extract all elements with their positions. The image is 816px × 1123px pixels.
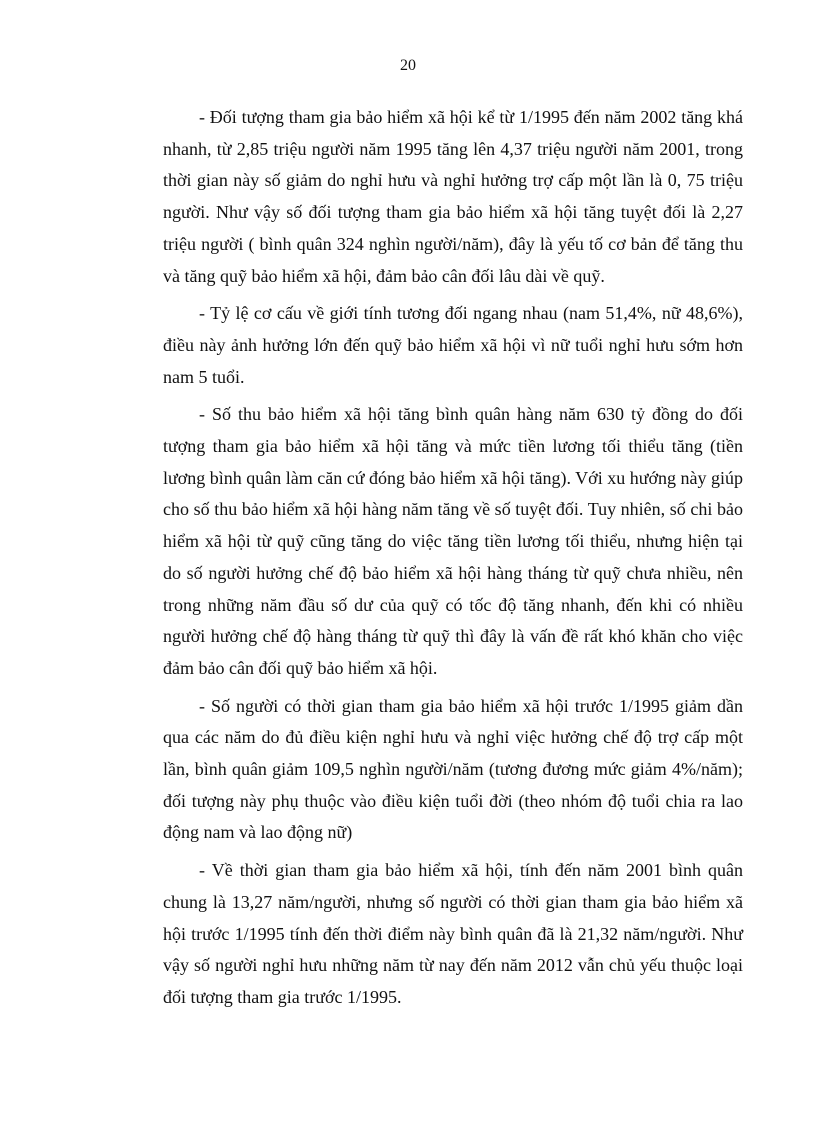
paragraph-pre-1995-decline: - Số người có thời gian tham gia bảo hiểm xã hội trước 1/1995 giảm dần qua các năm do đủ điều kiện nghỉ hưu và nghỉ việc hưởng chế độ trợ cấp một lần, bình quân giảm 109,5 nghìn người/năm (tương đương mức giảm 4%/năm); đối tượng này phụ thuộc vào điều kiện tuổi đời (theo nhóm độ tuổi chia ra lao động nam và lao động nữ): [163, 695, 743, 843]
page-number: 20: [400, 57, 416, 74]
paragraph-participation-time: - Về thời gian tham gia bảo hiểm xã hội, tính đến năm 2001 bình quân chung là 13,27 năm/người, nhưng số người có thời gian tham gia bảo hiểm xã hội trước 1/1995 tính đến thời điểm này bình quân đã là 21,32 năm/người. Như vậy số người nghỉ hưu những năm từ nay đến năm 2012 vẫn chủ yếu thuộc loại đối tượng tham gia trước 1/1995.: [163, 860, 743, 1007]
document-body: [163, 102, 743, 1020]
paragraph-participants-growth: - Đối tượng tham gia bảo hiểm xã hội kể từ 1/1995 đến năm 2002 tăng khá nhanh, từ 2,85 triệu người năm 1995 tăng lên 4,37 triệu người năm 2001, trong thời gian này số giảm do nghỉ hưu và nghỉ hưởng trợ cấp một lần là 0, 75 triệu người. Như vậy số đối tượng tham gia bảo hiểm xã hội tăng tuyệt đối là 2,27 triệu người ( bình quân 324 nghìn người/năm), đây là yếu tố cơ bản để tăng thu và tăng quỹ bảo hiểm xã hội, đảm bảo cân đối lâu dài về quỹ.: [163, 107, 743, 286]
paragraph-revenue-growth: - Số thu bảo hiểm xã hội tăng bình quân hàng năm 630 tỷ đồng do đối tượng tham gia bảo hiểm xã hội tăng và mức tiền lương tối thiểu tăng (tiền lương bình quân làm căn cứ đóng bảo hiểm xã hội tăng). Với xu hướng này giúp cho số thu bảo hiểm xã hội hàng năm tăng về số tuyệt đối. Tuy nhiên, số chi bảo hiểm xã hội từ quỹ cũng tăng do việc tăng tiền lương tối thiểu, nhưng hiện tại do số người hưởng chế độ bảo hiểm xã hội hàng tháng từ quỹ chưa nhiều, nên trong những năm đầu số dư của quỹ có tốc độ tăng nhanh, đến khi có nhiều người hưởng chế độ hàng tháng từ quỹ thì đây là vấn đề rất khó khăn cho việc đảm bảo cân đối quỹ bảo hiểm xã hội.: [163, 404, 743, 678]
paragraph-gender-ratio: - Tỷ lệ cơ cấu về giới tính tương đối ngang nhau (nam 51,4%, nữ 48,6%), điều này ảnh hưởng lớn đến quỹ bảo hiểm xã hội vì nữ tuổi nghỉ hưu sớm hơn nam 5 tuổi.: [163, 303, 743, 387]
